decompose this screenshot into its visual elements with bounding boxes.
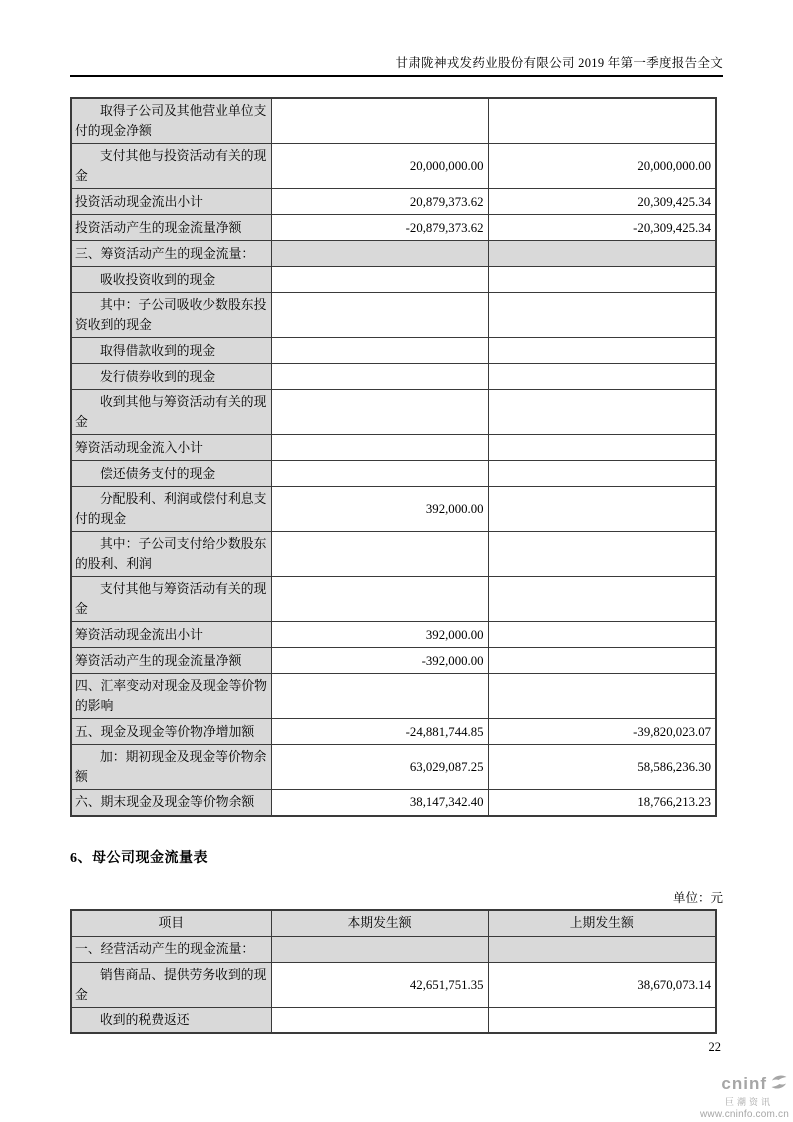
cninfo-logo-caption: 巨潮资讯 <box>724 1096 773 1107</box>
table-row <box>71 719 716 745</box>
table-row <box>71 461 716 487</box>
row-label-cell: 四、汇率变动对现金及现金等价物的影响 <box>71 674 271 719</box>
row-label-cell: 取得借款收到的现金 <box>71 338 271 364</box>
row-label-cell: 三、筹资活动产生的现金流量： <box>71 241 271 267</box>
table-row <box>71 364 716 390</box>
row-label-cell: 筹资活动产生的现金流量净额 <box>71 648 271 674</box>
cninfo-swirl-icon <box>769 1072 789 1097</box>
current-period-amount-cell <box>271 338 488 364</box>
current-period-amount-cell <box>271 390 488 435</box>
current-period-amount-cell <box>271 241 488 267</box>
row-label-cell: 销售商品、提供劳务收到的现金 <box>71 962 271 1007</box>
row-label-cell: 筹资活动现金流出小计 <box>71 622 271 648</box>
prior-period-amount-cell <box>488 338 716 364</box>
prior-period-amount-cell <box>488 674 716 719</box>
prior-period-amount-cell: -39,820,023.07 <box>488 719 716 745</box>
parent-cashflow-body <box>71 936 716 1033</box>
row-label-cell: 一、经营活动产生的现金流量： <box>71 936 271 962</box>
row-label-cell: 投资活动现金流出小计 <box>71 189 271 215</box>
cninfo-logo-url: www.cninfo.com.cn <box>700 1109 789 1121</box>
prior-period-amount-cell <box>488 293 716 338</box>
row-label-cell: 五、现金及现金等价物净增加额 <box>71 719 271 745</box>
column-header-current-period: 本期发生额 <box>271 910 488 936</box>
page-number: 22 <box>708 1040 721 1054</box>
cninfo-logo-text: cninf <box>721 1073 767 1093</box>
current-period-amount-cell: 20,879,373.62 <box>271 189 488 215</box>
prior-period-amount-cell <box>488 461 716 487</box>
prior-period-amount-cell <box>488 1007 716 1033</box>
prior-period-amount-cell <box>488 577 716 622</box>
table-row <box>71 293 716 338</box>
table-row <box>71 790 716 816</box>
current-period-amount-cell <box>271 98 488 144</box>
current-period-amount-cell: -392,000.00 <box>271 648 488 674</box>
prior-period-amount-cell <box>488 390 716 435</box>
column-header-item: 项目 <box>71 910 271 936</box>
row-label-cell: 吸收投资收到的现金 <box>71 267 271 293</box>
table-row <box>71 745 716 790</box>
current-period-amount-cell: 42,651,751.35 <box>271 962 488 1007</box>
table-row <box>71 435 716 461</box>
prior-period-amount-cell <box>488 487 716 532</box>
table-row <box>71 487 716 532</box>
current-period-amount-cell: 38,147,342.40 <box>271 790 488 816</box>
table-header-row <box>71 910 716 936</box>
row-label-cell: 其中：子公司支付给少数股东的股利、利润 <box>71 532 271 577</box>
current-period-amount-cell <box>271 936 488 962</box>
table-row <box>71 144 716 189</box>
table-row <box>71 98 716 144</box>
prior-period-amount-cell <box>488 98 716 144</box>
row-label-cell: 取得子公司及其他营业单位支付的现金净额 <box>71 98 271 144</box>
prior-period-amount-cell <box>488 648 716 674</box>
current-period-amount-cell: 20,000,000.00 <box>271 144 488 189</box>
prior-period-amount-cell: -20,309,425.34 <box>488 215 716 241</box>
table-row <box>71 532 716 577</box>
prior-period-amount-cell <box>488 622 716 648</box>
table-row <box>71 1007 716 1033</box>
current-period-amount-cell: 392,000.00 <box>271 487 488 532</box>
current-period-amount-cell: 392,000.00 <box>271 622 488 648</box>
row-label-cell: 偿还债务支付的现金 <box>71 461 271 487</box>
prior-period-amount-cell: 38,670,073.14 <box>488 962 716 1007</box>
current-period-amount-cell <box>271 461 488 487</box>
table-row <box>71 338 716 364</box>
parent-cashflow-table <box>70 909 717 1034</box>
table-row <box>71 962 716 1007</box>
row-label-cell: 分配股利、利润或偿付利息支付的现金 <box>71 487 271 532</box>
current-period-amount-cell <box>271 293 488 338</box>
row-label-cell: 其中：子公司吸收少数股东投资收到的现金 <box>71 293 271 338</box>
prior-period-amount-cell <box>488 936 716 962</box>
prior-period-amount-cell: 20,309,425.34 <box>488 189 716 215</box>
table-row <box>71 577 716 622</box>
row-label-cell: 加：期初现金及现金等价物余额 <box>71 745 271 790</box>
consolidated-cashflow-body <box>71 98 716 816</box>
table-row <box>71 215 716 241</box>
table-row <box>71 622 716 648</box>
row-label-cell: 收到的税费返还 <box>71 1007 271 1033</box>
consolidated-cashflow-table <box>70 97 717 817</box>
current-period-amount-cell <box>271 674 488 719</box>
row-label-cell: 发行债券收到的现金 <box>71 364 271 390</box>
table-row <box>71 267 716 293</box>
prior-period-amount-cell: 20,000,000.00 <box>488 144 716 189</box>
table-row <box>71 390 716 435</box>
document-header-title: 甘肃陇神戎发药业股份有限公司 2019 年第一季度报告全文 <box>395 56 723 70</box>
row-label-cell: 投资活动产生的现金流量净额 <box>71 215 271 241</box>
current-period-amount-cell <box>271 1007 488 1033</box>
prior-period-amount-cell <box>488 532 716 577</box>
prior-period-amount-cell <box>488 435 716 461</box>
table-row <box>71 936 716 962</box>
section-title: 6、母公司现金流量表 <box>70 851 208 866</box>
row-label-cell: 收到其他与筹资活动有关的现金 <box>71 390 271 435</box>
cninfo-logo <box>679 1072 789 1120</box>
current-period-amount-cell: -24,881,744.85 <box>271 719 488 745</box>
row-label-cell: 支付其他与投资活动有关的现金 <box>71 144 271 189</box>
column-header-prior-period: 上期发生额 <box>488 910 716 936</box>
table-row <box>71 674 716 719</box>
current-period-amount-cell <box>271 364 488 390</box>
current-period-amount-cell <box>271 267 488 293</box>
prior-period-amount-cell <box>488 267 716 293</box>
header-divider <box>70 75 723 77</box>
current-period-amount-cell: -20,879,373.62 <box>271 215 488 241</box>
table-row <box>71 189 716 215</box>
current-period-amount-cell: 63,029,087.25 <box>271 745 488 790</box>
current-period-amount-cell <box>271 435 488 461</box>
row-label-cell: 六、期末现金及现金等价物余额 <box>71 790 271 816</box>
row-label-cell: 筹资活动现金流入小计 <box>71 435 271 461</box>
prior-period-amount-cell <box>488 364 716 390</box>
current-period-amount-cell <box>271 577 488 622</box>
table-row <box>71 648 716 674</box>
row-label-cell: 支付其他与筹资活动有关的现金 <box>71 577 271 622</box>
prior-period-amount-cell: 58,586,236.30 <box>488 745 716 790</box>
prior-period-amount-cell: 18,766,213.23 <box>488 790 716 816</box>
unit-label: 单位：元 <box>672 891 723 905</box>
table-row <box>71 241 716 267</box>
current-period-amount-cell <box>271 532 488 577</box>
prior-period-amount-cell <box>488 241 716 267</box>
